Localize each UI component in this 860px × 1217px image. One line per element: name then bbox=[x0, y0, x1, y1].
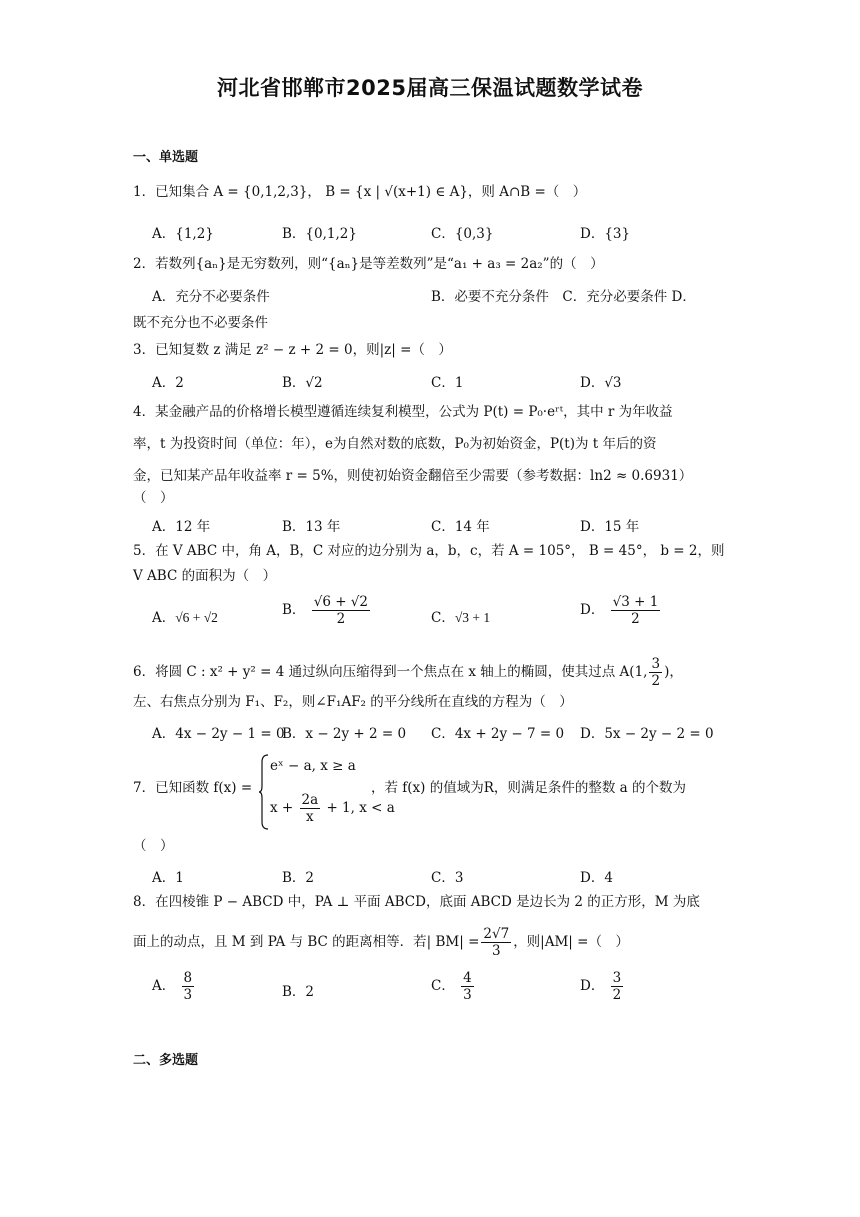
question-1-stem: 1．已知集合 A = {0,1,2,3}， B = {x | √(x+1) ∈ A}，则 A∩B =（ ） bbox=[133, 184, 587, 200]
question-5-option-c: C．√3 + 1 bbox=[431, 610, 491, 626]
question-3-option-b: B．√2 bbox=[282, 375, 323, 391]
question-3-option-c: C．1 bbox=[431, 375, 464, 391]
piecewise-brace-icon bbox=[258, 754, 270, 830]
question-8-option-b: B．2 bbox=[282, 984, 315, 1000]
question-5-option-b: B． $\frac{√6 + √2}{2}$ bbox=[282, 594, 368, 627]
question-4-line-4: （ ） bbox=[133, 490, 174, 506]
question-6-line-1: 6．将圆 C : x² + y² = 4 通过纵向压缩得到一个焦点在 x 轴上的椭圆，使其过点 A(1, $\frac{3}{2}$ )， bbox=[133, 656, 683, 689]
section-single-choice: 一、单选题 bbox=[133, 150, 199, 165]
question-2-option-a: A．充分不必要条件 bbox=[152, 289, 270, 305]
question-7-option-b: B．2 bbox=[282, 870, 315, 886]
question-4-line-1: 4．某金融产品的价格增长模型遵循连续复利模型，公式为 P(t) = P₀·eʳᵗ，其中 r 为年收益 bbox=[133, 404, 673, 420]
question-8-line-2: 面上的动点，且 M 到 PA 与 BC 的距离相等．若| BM| = $\frac{2√7}{3}$ ，则|AM| =（ ） bbox=[133, 926, 629, 959]
question-2-options-bcd: B．必要不充分条件 C．充分必要条件 D． bbox=[431, 289, 696, 305]
question-3-stem: 3．已知复数 z 满足 z² − z + 2 = 0，则|z| =（ ） bbox=[133, 342, 452, 358]
question-4-option-c: C．14 年 bbox=[431, 519, 490, 535]
question-7-line-2: （ ） bbox=[133, 838, 174, 854]
question-3-option-d: D．√3 bbox=[580, 375, 622, 391]
question-2-stem: 2．若数列{aₙ}是无穷数列，则“{aₙ}是等差数列”是“a₁ + a₃ = 2a₂”的（ ） bbox=[133, 256, 604, 272]
question-4-option-a: A．12 年 bbox=[152, 519, 211, 535]
question-8-line-1: 8．在四棱锥 P − ABCD 中，PA ⊥ 平面 ABCD，底面 ABCD 是边长为 2 的正方形，M 为底 bbox=[133, 894, 700, 910]
question-7-option-a: A．1 bbox=[152, 870, 184, 886]
question-2-option-d-cont: 既不充分也不必要条件 bbox=[133, 315, 268, 331]
question-6-option-c: C．4x + 2y − 7 = 0 bbox=[431, 726, 565, 742]
question-8-option-a: A． $\frac{8}{3}$ bbox=[152, 970, 193, 1003]
question-5-line-2: V ABC 的面积为（ ） bbox=[133, 568, 277, 584]
question-8-option-d: D． $\frac{3}{2}$ bbox=[580, 970, 622, 1003]
question-6-line-2: 左、右焦点分别为 F₁、F₂，则∠F₁AF₂ 的平分线所在直线的方程为（ ） bbox=[133, 694, 573, 710]
piecewise-case-1: eˣ − a, x ≥ a bbox=[270, 758, 356, 774]
question-8-option-c: C． $\frac{4}{3}$ bbox=[431, 970, 472, 1003]
section-multiple-choice: 二、多选题 bbox=[133, 1053, 199, 1068]
question-4-option-b: B．13 年 bbox=[282, 519, 341, 535]
question-6-option-b: B．x − 2y + 2 = 0 bbox=[282, 726, 407, 742]
question-1-option-a: A．{1,2} bbox=[152, 226, 214, 242]
question-1-option-d: D．{3} bbox=[580, 226, 631, 242]
question-4-line-2: 率，t 为投资时间（单位：年），e为自然对数的底数，P₀为初始资金，P(t)为 t 年后的资 bbox=[133, 436, 657, 452]
question-5-option-a: A．√6 + √2 bbox=[152, 610, 218, 626]
question-7-tail: ，若 f(x) 的值域为R，则满足条件的整数 a 的个数为 bbox=[371, 780, 687, 796]
question-6-option-a: A．4x − 2y − 1 = 0 bbox=[152, 726, 285, 742]
question-1-option-c: C．{0,3} bbox=[431, 226, 494, 242]
question-5-option-d: D． $\frac{√3 + 1}{2}$ bbox=[580, 594, 659, 627]
question-7-option-d: D．4 bbox=[580, 870, 613, 886]
question-4-line-3: 金，已知某产品年收益率 r = 5%，则使初始资金翻倍至少需要（参考数据：ln2 ≈ 0.6931） bbox=[133, 468, 693, 484]
question-7-lead: 7．已知函数 f(x) = bbox=[133, 780, 253, 796]
question-5-line-1: 5．在 V ABC 中，角 A，B，C 对应的边分别为 a，b，c，若 A = 105°， B = 45°， b = 2，则 bbox=[133, 543, 725, 559]
question-6-option-d: D．5x − 2y − 2 = 0 bbox=[580, 726, 714, 742]
question-4-option-d: D．15 年 bbox=[580, 519, 640, 535]
page-title: 河北省邯郸市2025届高三保温试题数学试卷 bbox=[217, 76, 643, 100]
piecewise-case-2: x + $\frac{2a}{x}$ + 1, x < a bbox=[270, 792, 395, 825]
question-1-option-b: B．{0,1,2} bbox=[282, 226, 357, 242]
question-7-option-c: C．3 bbox=[431, 870, 464, 886]
question-3-option-a: A．2 bbox=[152, 375, 184, 391]
